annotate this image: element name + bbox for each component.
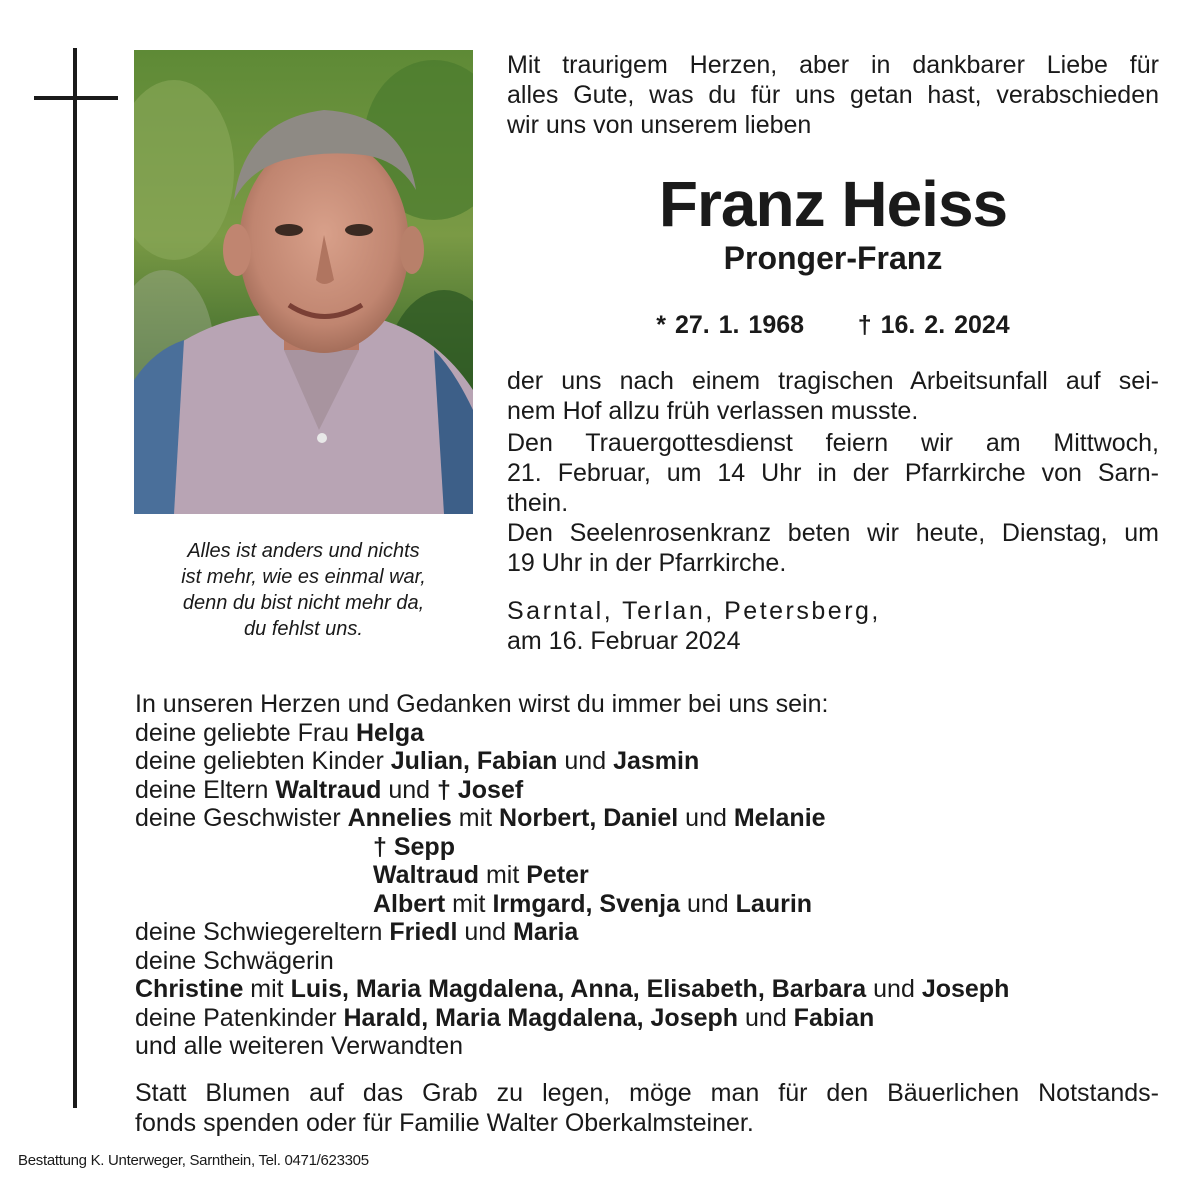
circumstance-line: der uns nach einem tragischen Arbeitsunfall auf sei- — [507, 367, 1159, 395]
funeral-home-footer: Bestattung K. Unterweger, Sarnthein, Tel. 0471/623305 — [18, 1152, 369, 1169]
family-others: und alle weiteren Verwandten — [135, 1032, 464, 1060]
death-date: † 16. 2. 2024 — [857, 311, 1010, 339]
service-text — [507, 428, 1159, 578]
intro-line: alles Gute, was du für uns getan hast, verabschieden — [507, 81, 1159, 109]
family-sibling-sepp: † Sepp — [373, 832, 455, 861]
life-dates — [507, 308, 1159, 342]
family-list — [135, 690, 1165, 1061]
cross-icon-vertical — [73, 48, 77, 1108]
poem-line: denn du bist nicht mehr da, — [182, 592, 425, 614]
place-date — [507, 596, 1159, 656]
poem-line: Alles ist anders und nichts — [187, 540, 420, 562]
poem-line: ist mehr, wie es einmal war, — [181, 566, 426, 588]
intro-text — [507, 50, 1159, 140]
service-line: 21. Februar, um 14 Uhr in der Pfarrkirche von Sarn- — [507, 459, 1159, 487]
memorial-poem — [134, 538, 473, 642]
family-godchildren: deine Patenkinder Harald, Maria Magdalena, Joseph und Fabian — [135, 1003, 875, 1032]
intro-line: wir uns von unserem lieben — [507, 111, 812, 139]
family-parents: deine Eltern Waltraud und † Josef — [135, 775, 524, 804]
circumstance-line: nem Hof allzu früh verlassen musste. — [507, 397, 919, 425]
place-line: Sarntal, Terlan, Petersberg, — [507, 597, 881, 625]
family-sister-in-law-label: deine Schwägerin — [135, 946, 334, 975]
service-line: Den Trauergottesdienst feiern wir am Mittwoch, — [507, 429, 1159, 457]
service-line: Den Seelenrosenkranz beten wir heute, Dienstag, um — [507, 519, 1159, 547]
family-sibling-waltraud: Waltraud mit Peter — [373, 861, 589, 889]
service-line: thein. — [507, 489, 569, 517]
family-siblings: deine Geschwister Annelies mit Norbert, Daniel und Melanie — [135, 804, 826, 832]
poem-line: du fehlst uns. — [244, 618, 363, 640]
donation-request — [135, 1078, 1159, 1138]
family-wife: deine geliebte Frau Helga — [135, 718, 425, 747]
service-line: 19 Uhr in der Pfarrkirche. — [507, 549, 787, 577]
deceased-nickname: Pronger-Franz — [723, 240, 943, 276]
date-line: am 16. Februar 2024 — [507, 627, 741, 655]
family-sibling-albert: Albert mit Irmgard, Svenja und Laurin — [373, 889, 813, 918]
portrait-photo — [134, 50, 473, 514]
donation-line: Statt Blumen auf das Grab zu legen, möge man für den Bäuerlichen Notstands- — [135, 1079, 1159, 1107]
circumstance-text — [507, 366, 1159, 426]
family-inlaws: deine Schwiegereltern Friedl und Maria — [135, 918, 579, 946]
cross-icon-horizontal — [34, 96, 118, 100]
deceased-name: Franz Heiss — [658, 168, 1008, 240]
family-intro: In unseren Herzen und Gedanken wirst du immer bei uns sein: — [135, 690, 829, 718]
family-children: deine geliebten Kinder Julian, Fabian und Jasmin — [135, 747, 700, 775]
family-sister-in-law: Christine mit Luis, Maria Magdalena, Anna, Elisabeth, Barbara und Joseph — [135, 975, 1010, 1003]
donation-line: fonds spenden oder für Familie Walter Oberkalmsteiner. — [135, 1109, 754, 1137]
intro-line: Mit traurigem Herzen, aber in dankbarer Liebe für — [507, 51, 1159, 79]
birth-date: * 27. 1. 1968 — [656, 311, 805, 339]
